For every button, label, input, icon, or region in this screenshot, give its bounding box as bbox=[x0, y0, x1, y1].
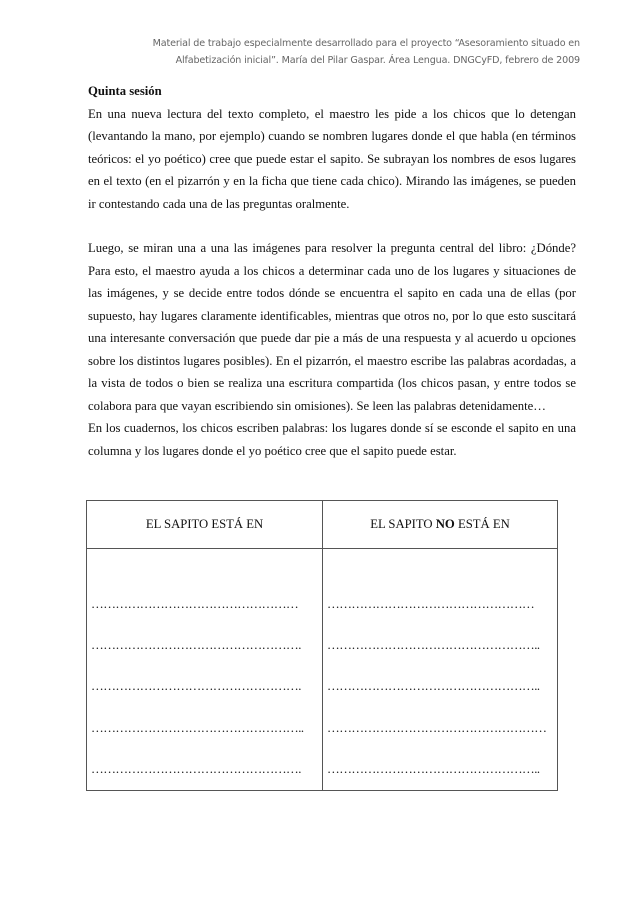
dotted-line: ……………………………………………. bbox=[91, 679, 301, 693]
dotted-line: ……………………………………………… bbox=[327, 721, 547, 735]
dotted-line: ……………………………………………. bbox=[91, 762, 301, 776]
col2-answer-cell bbox=[323, 549, 558, 791]
page-header bbox=[130, 35, 580, 69]
paragraph-1: En una nueva lectura del texto completo, el maestro les pide a los chicos que lo detengan (levantando la mano, por ejemplo) cuando se nombren lugares donde el que habla (en términos teóricos: el yo poético) cree que puede estar el sapito. Se subrayan los nombres de esos lugares en el texto (en el pizarrón y en la ficha que tiene cada chico). Mirando las imágenes, se pueden ir contestando cada una de las preguntas oralmente. bbox=[88, 106, 576, 211]
dotted-line: …………………………………………….. bbox=[327, 638, 540, 652]
col-header-no-esta-en bbox=[323, 501, 558, 549]
dotted-line: …………………………………………….. bbox=[91, 721, 304, 735]
dotted-line: …………………………………………… bbox=[91, 597, 299, 611]
dotted-line: …………………………………………….. bbox=[327, 762, 540, 776]
dotted-line: ……………………………………………. bbox=[91, 638, 301, 652]
body-text bbox=[88, 80, 576, 462]
table-header-row bbox=[87, 501, 558, 549]
sapito-table bbox=[86, 500, 558, 791]
paragraph-2: Luego, se miran una a una las imágenes para resolver la pregunta central del libro: ¿Dónde? Para esto, el maestro ayuda a los chicos a determinar cada uno de los lugares y situaciones de las imágenes, y se decide entre todos dónde se encuentra el sapito en cada una de ellas (por supuesto, hay lugares claramente identificables, mientras que otros no, por lo que esto suscitará una interesante conversación que puede dar pie a más de una respuesta y al acuerdo u opciones sobre los distintos lugares posibles). En el pizarrón, el maestro escribe las palabras acordadas, a la vista de todos o bien se realiza una escritura compartida (los chicos pasan, y entre todos se colabora para que vayan escribiendo sin omisiones). Se leen las palabras detenidamente… bbox=[88, 241, 576, 413]
paragraph-gap bbox=[88, 215, 576, 237]
col2-header-pre: EL SAPITO bbox=[370, 517, 436, 531]
dotted-line: …………………………………………….. bbox=[327, 679, 540, 693]
col-header-esta-en: EL SAPITO ESTÁ EN bbox=[87, 501, 323, 549]
paragraph-3: En los cuadernos, los chicos escriben palabras: los lugares donde sí se esconde el sapito en una columna y los lugares donde el yo poético cree que el sapito puede estar. bbox=[88, 421, 576, 458]
table-body-row bbox=[87, 549, 558, 791]
dotted-line: …………………………………………… bbox=[327, 597, 535, 611]
col1-answer-cell bbox=[87, 549, 323, 791]
header-line-1: Material de trabajo especialmente desarrollado para el proyecto “Asesoramiento situado en bbox=[152, 38, 580, 49]
col2-header-no: NO bbox=[435, 517, 455, 531]
header-line-2: Alfabetización inicial”. María del Pilar Gaspar. Área Lengua. DNGCyFD, febrero de 2009 bbox=[175, 55, 580, 66]
section-title: Quinta sesión bbox=[88, 84, 162, 98]
col2-header-post: ESTÁ EN bbox=[454, 517, 510, 531]
